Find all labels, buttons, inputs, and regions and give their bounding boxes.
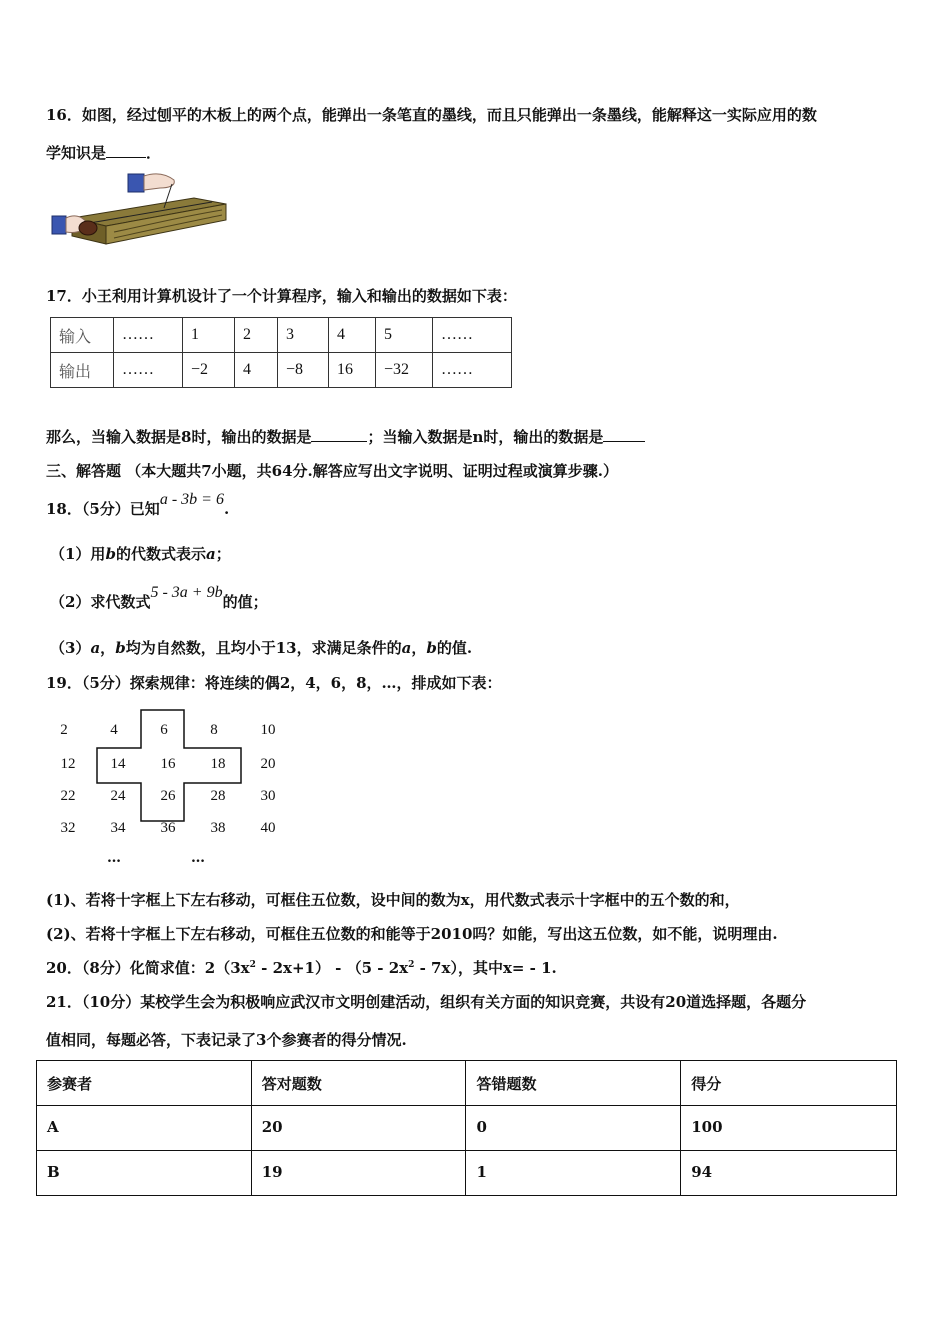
score-cell: 94: [681, 1151, 897, 1196]
score-cell: A: [37, 1106, 252, 1151]
io-cell: ……: [433, 318, 512, 353]
io-cell: 4: [235, 353, 278, 388]
q18-p3-text: （3）: [50, 639, 91, 657]
q20-text: [46, 957, 557, 978]
io-cell: 1: [183, 318, 235, 353]
io-cell: 3: [278, 318, 329, 353]
grid-cell: 14: [110, 756, 126, 772]
q18-suffix: .: [223, 500, 230, 518]
grid-cell: 32: [60, 820, 76, 836]
io-cell: ……: [114, 353, 183, 388]
score-row: [37, 1106, 897, 1151]
io-output-label: 输出: [51, 353, 114, 388]
score-cell: 1: [466, 1151, 681, 1196]
score-header-row: [37, 1061, 897, 1106]
q20-exponent: 2: [408, 960, 415, 970]
io-input-label: 输入: [51, 318, 114, 353]
grid-cell: 18: [210, 756, 226, 772]
grid-cell: 4: [110, 722, 118, 738]
q18-p3-text: 的值.: [436, 639, 473, 657]
io-cell: −8: [278, 353, 329, 388]
score-row: [37, 1151, 897, 1196]
q18-p3-text: 均为自然数，且均小于13，求满足条件的: [125, 639, 402, 657]
q18-formula: a - 3b = 6: [159, 491, 224, 508]
score-table: [36, 1060, 897, 1196]
q20-part: - 2x+1） - （5 - 2x: [255, 959, 409, 977]
grid-cell: 34: [110, 820, 126, 836]
q20-exponent: 2: [249, 960, 256, 970]
q18-p1-var: a: [205, 545, 216, 563]
grid-cell: 16: [160, 756, 176, 772]
q18-p3-text: ，: [411, 639, 427, 657]
grid-cell: 36: [160, 820, 176, 836]
q20-part: 20．（8分）化简求值：2（3x: [46, 959, 250, 977]
q17-answer-mid: ；当输入数据是n时，输出的数据是: [367, 428, 604, 446]
grid-cell: 40: [260, 820, 276, 836]
grid-ellipsis: …: [191, 850, 205, 866]
score-header: 参赛者: [37, 1061, 252, 1106]
q18-p3-var: a: [401, 639, 412, 657]
q18-p1-text: （1）用: [50, 545, 106, 563]
score-cell: 100: [681, 1106, 897, 1151]
q16-line2-prefix: 学知识是: [46, 144, 107, 162]
grid-ellipsis: …: [107, 850, 121, 866]
grid-cell: 6: [160, 722, 168, 738]
io-cell: ……: [433, 353, 512, 388]
q18-p1-text: ；: [215, 545, 231, 563]
grid-cell: 38: [210, 820, 226, 836]
score-header: 答错题数: [466, 1061, 681, 1106]
score-header: 答对题数: [251, 1061, 466, 1106]
grid-cell: 20: [260, 756, 276, 772]
io-cell: 16: [329, 353, 376, 388]
q16-line1: 16．如图，经过刨平的木板上的两个点，能弹出一条笔直的墨线，而且只能弹出一条墨线，能解释这一实际应用的数: [46, 106, 817, 124]
q19-part1: (1)、若将十字框上下左右移动，可框住五位数，设中间的数为x，用代数式表示十字框中的五个数的和，: [46, 891, 740, 909]
grid-cell: 2: [60, 722, 68, 738]
q18-p2-formula: 5 - 3a + 9b: [150, 584, 223, 601]
q18-p3-text: ，: [100, 639, 116, 657]
grid-cell: 30: [260, 788, 276, 804]
grid-cell: 10: [260, 722, 276, 738]
q21-line1: 21．（10分）某校学生会为积极响应武汉市文明创建活动，组织有关方面的知识竞赛，共设有20道选择题，各题分: [46, 993, 807, 1011]
q17-answer-prefix: 那么，当输入数据是8时，输出的数据是: [46, 428, 312, 446]
q18-p1-var: b: [105, 545, 116, 563]
section-3-title: 三、解答题 （本大题共7小题，共64分.解答应写出文字说明、证明过程或演算步骤.）: [46, 462, 618, 480]
io-cell: −2: [183, 353, 235, 388]
q18-p3-var: b: [426, 639, 437, 657]
score-cell: 0: [466, 1106, 681, 1151]
io-cell: ……: [114, 318, 183, 353]
io-cell: 2: [235, 318, 278, 353]
q20-part: - 7x），其中x= - 1.: [414, 959, 557, 977]
io-cell: 4: [329, 318, 376, 353]
grid-cell: 8: [210, 722, 218, 738]
grid-cell: 24: [110, 788, 126, 804]
q18-p3-var: a: [90, 639, 101, 657]
score-cell: B: [37, 1151, 252, 1196]
q18-p3-var: b: [115, 639, 126, 657]
q21-line2: 值相同，每题必答，下表记录了3个参赛者的得分情况.: [46, 1031, 407, 1049]
grid-cell: 26: [160, 788, 176, 804]
score-cell: 19: [251, 1151, 466, 1196]
grid-cell: 22: [60, 788, 76, 804]
q16-line2-suffix: ．: [146, 144, 162, 162]
q19-title: 19．（5分）探索规律：将连续的偶2，4，6，8，…，排成如下表：: [46, 674, 502, 692]
grid-cell: 12: [60, 756, 76, 772]
grid-cell: 28: [210, 788, 226, 804]
q18-p2-suffix: 的值；: [222, 593, 268, 611]
q17-title: 17．小王利用计算机设计了一个计算程序，输入和输出的数据如下表：: [46, 287, 517, 305]
score-header: 得分: [681, 1061, 897, 1106]
q18-p1-text: 的代数式表示: [115, 545, 206, 563]
io-cell: 5: [376, 318, 433, 353]
q18-p2-prefix: （2）求代数式: [50, 593, 151, 611]
q18-prefix: 18．（5分）已知: [46, 500, 160, 518]
score-cell: 20: [251, 1106, 466, 1151]
io-cell: −32: [376, 353, 433, 388]
q19-part2: (2)、若将十字框上下左右移动，可框住五位数的和能等于2010吗？如能，写出这五位数，如不能，说明理由.: [46, 925, 778, 943]
